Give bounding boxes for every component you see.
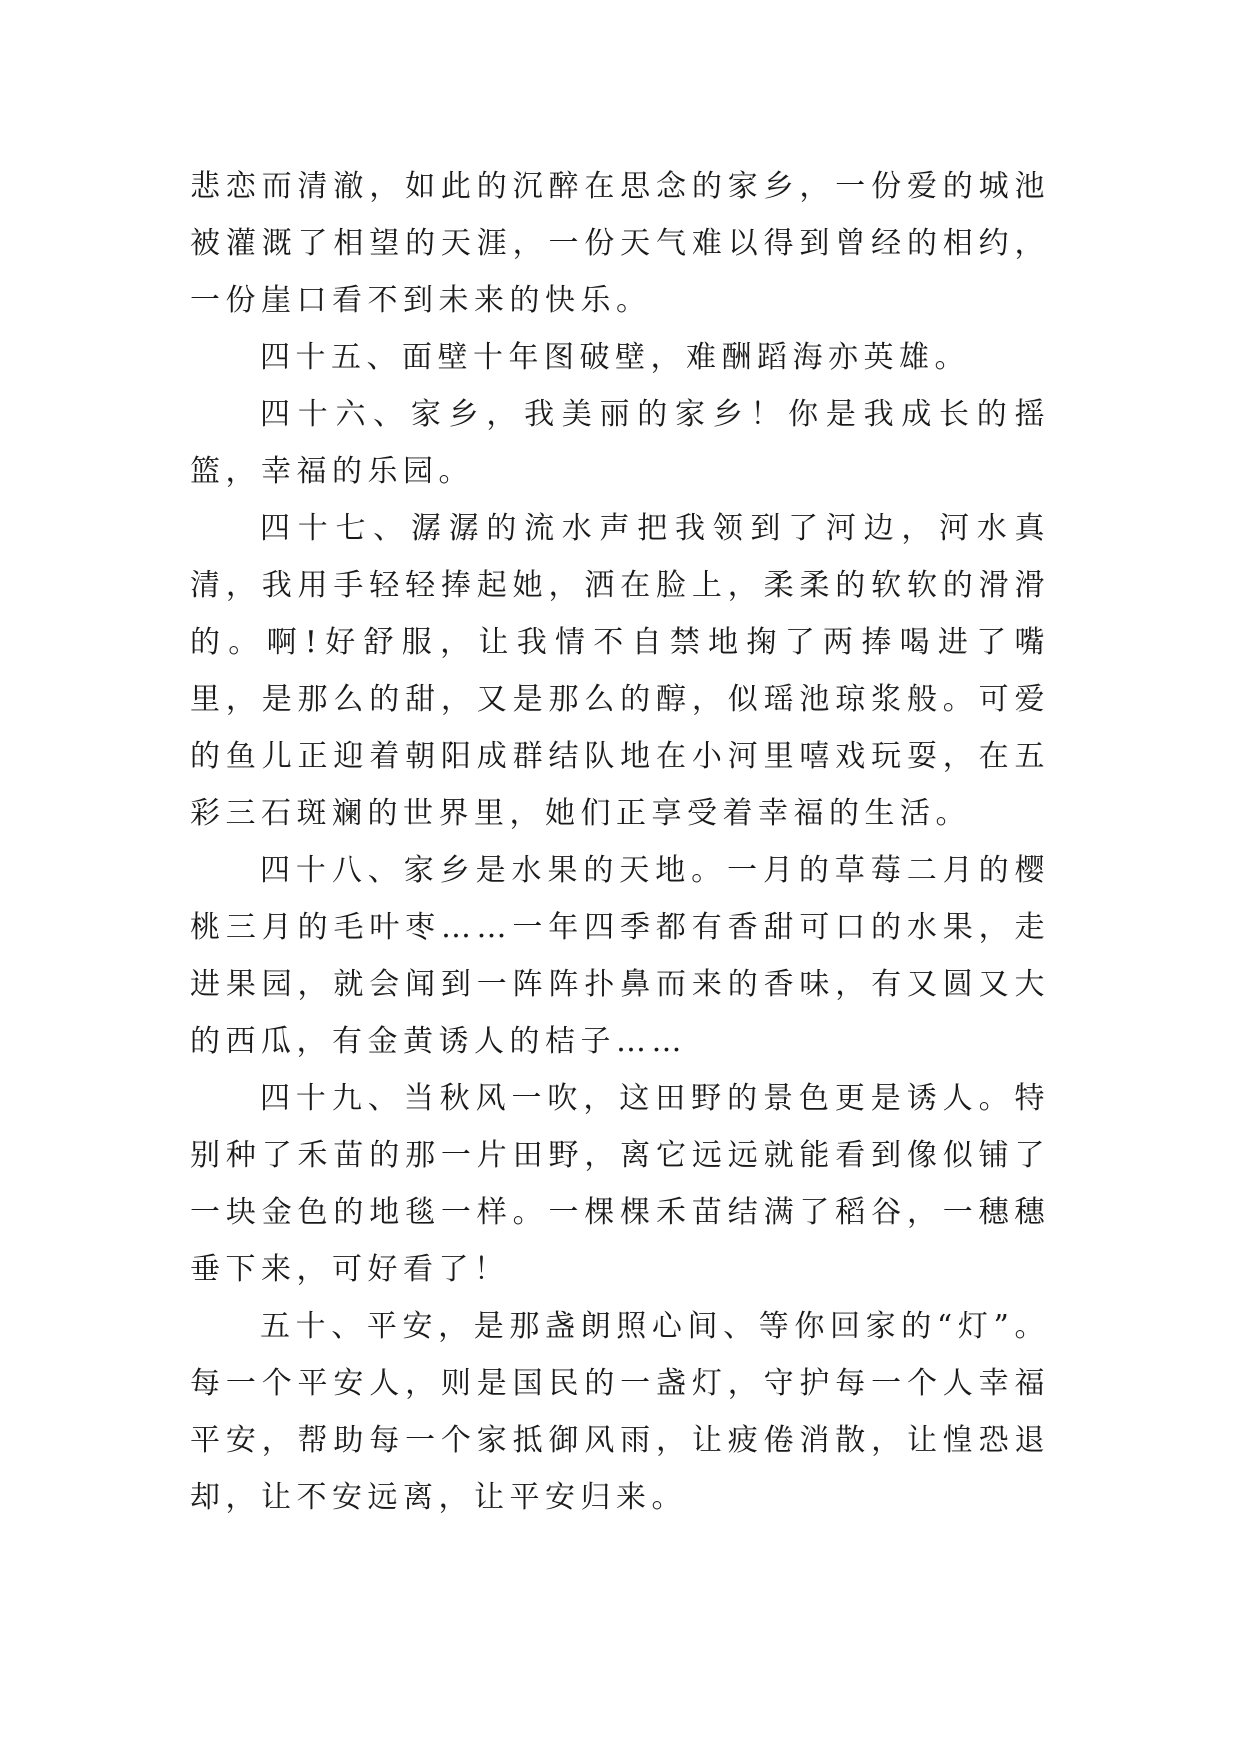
document-body — [190, 158, 1050, 1526]
paragraph-46: 四十六、家乡，我美丽的家乡！你是我成长的摇篮，幸福的乐园。 — [190, 397, 1050, 489]
paragraph-47: 四十七、潺潺的流水声把我领到了河边，河水真清，我用手轻轻捧起她，洒在脸上，柔柔的软软的滑滑的。啊!好舒服，让我情不自禁地掬了两捧喝进了嘴里，是那么的甜，又是那么的醇，似瑶池琼浆般。可爱的鱼儿正迎着朝阳成群结队地在小河里嘻戏玩耍，在五彩三石斑斓的世界里，她们正享受着幸福的生活。 — [190, 511, 1050, 831]
paragraph-45: 四十五、面壁十年图破壁，难酬蹈海亦英雄。 — [260, 340, 970, 375]
paragraph-continued: 悲恋而清澈，如此的沉醉在思念的家乡，一份爱的城池被灌溉了相望的天涯，一份天气难以得到曾经的相约，一份崖口看不到未来的快乐。 — [190, 169, 1050, 318]
paragraph-49: 四十九、当秋风一吹，这田野的景色更是诱人。特别种了禾苗的那一片田野，离它远远就能看到像似铺了一块金色的地毯一样。一棵棵禾苗结满了稻谷，一穗穗垂下来，可好看了！ — [190, 1081, 1050, 1287]
paragraph-50: 五十、平安，是那盏朗照心间、等你回家的“灯”。每一个平安人，则是国民的一盏灯，守护每一个人幸福平安，帮助每一个家抵御风雨，让疲倦消散，让惶恐退却，让不安远离，让平安归来。 — [190, 1309, 1050, 1515]
paragraph-48: 四十八、家乡是水果的天地。一月的草莓二月的樱桃三月的毛叶枣……一年四季都有香甜可口的水果，走进果园，就会闻到一阵阵扑鼻而来的香味，有又圆又大的西瓜，有金黄诱人的桔子…… — [190, 853, 1050, 1059]
